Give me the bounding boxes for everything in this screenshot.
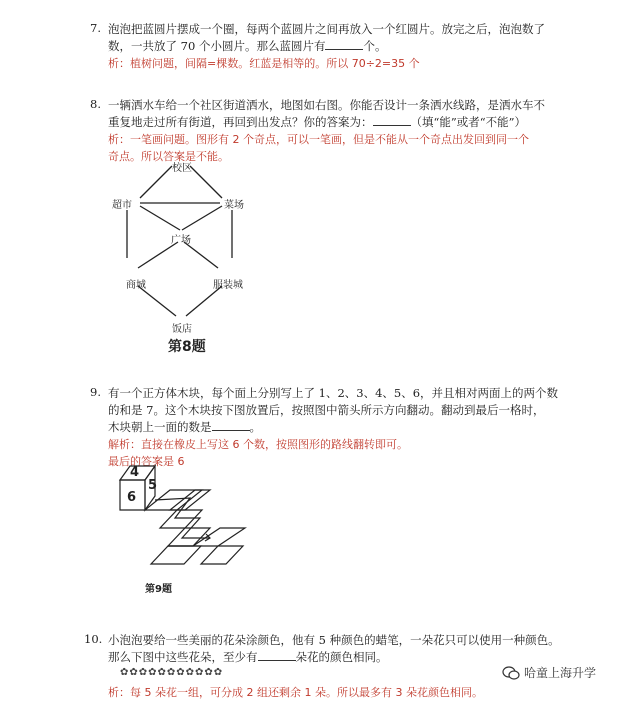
q9-block: [108, 385, 558, 470]
road-school-supermarket: [140, 166, 172, 198]
watermark: [502, 664, 596, 681]
q9-line1: 有一个正方体木块，每个面上分别写上了 1、2、3、4、5、6，并且相对两面上的两个数: [108, 386, 559, 400]
q7-line1: 泡泡把蓝圆片摆成一个圈，每两个蓝圆片之间再放入一个红圆片。放完之后，泡泡数了: [108, 22, 545, 36]
q10-block: [108, 632, 560, 666]
q9-blank: [212, 419, 250, 431]
q10-number: 10.: [84, 632, 103, 646]
q9-answer1: 解析：直接在橡皮上写这 6 个数，按照图形的路线翻转即可。: [108, 438, 408, 451]
q7-line2b: 个。: [363, 39, 387, 53]
path-cell-5: [168, 528, 245, 546]
q8-block: [108, 97, 545, 165]
q10-line2b: 朵花的颜色相同。: [295, 650, 388, 664]
q9-caption: 第9题: [145, 584, 172, 595]
q9-line3: [108, 419, 558, 436]
path-cell-3: [160, 510, 202, 528]
q8-caption: 第8题: [168, 339, 206, 355]
label-clothing-city: 服装城: [213, 280, 243, 291]
cube-front-number: 6: [127, 490, 137, 505]
q10-blank: [258, 649, 296, 661]
route-arrow: [155, 498, 210, 538]
q10-line2a: 那么下图中这些花朵，至少有: [108, 650, 258, 664]
cube-side-number: 5: [148, 478, 158, 493]
q8-answer2: 奇点。所以答案是不能。: [108, 150, 229, 163]
watermark-text: 哈童上海升学: [524, 666, 597, 680]
q7-line2a: 数，一共放了 70 个小圆片。那么蓝圆片有: [108, 39, 326, 53]
wechat-icon: [502, 666, 520, 680]
q9-number: 9.: [90, 385, 101, 399]
q7-block: [108, 21, 545, 72]
label-vegetable-market: 菜场: [224, 200, 244, 211]
label-square: 广场: [171, 235, 191, 246]
q7-line2: [108, 38, 545, 55]
q10-answer: 析：每 5 朵花一组，可分成 2 组还剩余 1 朵。所以最多有 3 朵花颜色相同。: [108, 686, 483, 699]
q10-line2: [108, 649, 560, 666]
road-supermarket-square: [140, 206, 180, 230]
label-mall: 商城: [126, 280, 146, 291]
path-cell-6: [201, 546, 243, 564]
cube-top-number: 4: [130, 465, 140, 480]
path-cell-7: [151, 546, 201, 564]
q10-line1: 小泡泡要给一些美丽的花朵涂颜色，他有 5 种颜色的蜡笔，一朵花只可以使用一种颜色。: [108, 633, 560, 647]
q9-line3a: 木块朝上一面的数是: [108, 420, 212, 434]
q8-number: 8.: [90, 97, 101, 111]
q7-answer: 析：植树问题，间隔=棵数。红蓝是相等的。所以 70÷2=35 个: [108, 57, 420, 70]
q9-line2: 的和是 7。这个木块按下图放置后，按照图中箭头所示方向翻动。翻动到最后一格时，: [108, 403, 545, 417]
q9-answer2: 最后的答案是 6: [108, 455, 185, 468]
label-restaurant: 饭店: [172, 324, 192, 335]
q7-blank: [325, 38, 363, 50]
q10-flowers: ✿✿✿✿✿✿✿✿✿✿✿: [120, 667, 224, 678]
q9-line3b: 。: [249, 420, 261, 434]
q8-blank: [373, 114, 411, 126]
q7-number: 7.: [90, 21, 101, 35]
road-school-vegmarket: [190, 166, 222, 198]
road-vegmarket-square: [182, 206, 222, 230]
q8-line1: 一辆洒水车给一个社区街道洒水，地图如右图。你能否设计一条洒水线路，是洒水车不: [108, 98, 545, 112]
q8-line2b: （填“能”或者“不能”）: [410, 115, 527, 129]
label-supermarket: 超市: [112, 200, 132, 211]
q8-line2: [108, 114, 545, 131]
label-school: 校区: [172, 163, 192, 174]
q8-line2a: 重复地走过所有街道，再回到出发点？你的答案为：: [108, 115, 373, 129]
q8-answer1: 析：一笔画问题。图形有 2 个奇点，可以一笔画，但是不能从一个奇点出发回到同一个: [108, 133, 529, 146]
